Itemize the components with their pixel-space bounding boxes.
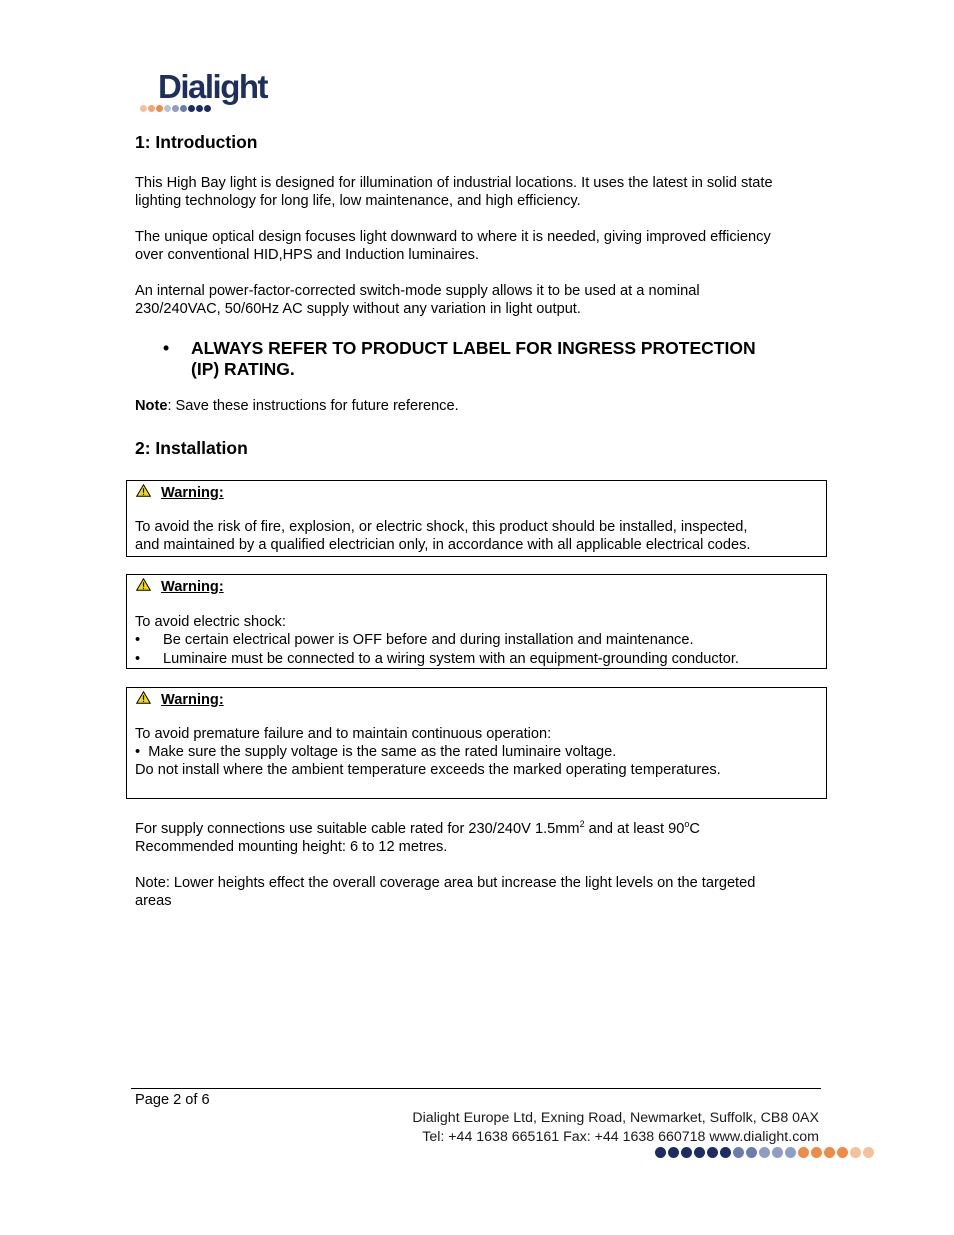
save-instructions-note	[135, 397, 825, 415]
dot	[720, 1147, 731, 1158]
dot	[863, 1147, 874, 1158]
dot	[180, 105, 187, 112]
warning-triangle-icon	[136, 484, 152, 502]
dot	[785, 1147, 796, 1158]
dot	[164, 105, 171, 112]
dot	[188, 105, 195, 112]
section-heading-introduction: 1: Introduction	[135, 132, 258, 152]
dot	[811, 1147, 822, 1158]
warning-body: To avoid electric shock: • Be certain electrical power is OFF before and during installation and maintenance. • Luminaire must be connected to a wiring system with an equipment-grounding conductor.	[135, 613, 815, 668]
warning-header	[136, 691, 224, 709]
bullet-dot: •	[163, 338, 170, 358]
warning-header	[136, 484, 224, 502]
dialight-logo	[140, 68, 280, 110]
list-item: • Luminaire must be connected to a wiring system with an equipment-grounding conductor.	[135, 651, 739, 667]
page-number: Page 2 of 6	[135, 1092, 210, 1108]
footer-contact: Tel: +44 1638 665161 Fax: +44 1638 660718 www.dialight.com	[422, 1129, 819, 1145]
intro-paragraph-1: This High Bay light is designed for illumination of industrial locations. It uses the latest in solid state lighting technology for long life, low maintenance, and high efficiency.	[135, 175, 773, 209]
intro-paragraph-3: An internal power-factor-corrected switch-mode supply allows it to be used at a nominal 230/240VAC, 50/60Hz AC supply without any variation in light output.	[135, 283, 700, 317]
list-item: • Make sure the supply voltage is the same as the rated luminaire voltage.	[135, 744, 617, 760]
dot	[668, 1147, 679, 1158]
warning-box-premature-failure	[126, 687, 827, 799]
dot	[140, 105, 147, 112]
ip-rating-bullet: • ALWAYS REFER TO PRODUCT LABEL FOR INGRESS PROTECTION (IP) RATING.	[163, 338, 756, 379]
mounting-height: Recommended mounting height: 6 to 12 metres.	[135, 839, 448, 855]
dot	[196, 105, 203, 112]
dot	[759, 1147, 770, 1158]
warning-header	[136, 578, 224, 596]
dot	[204, 105, 211, 112]
warning-label: Warning:	[161, 485, 224, 501]
dot	[156, 105, 163, 112]
dot	[681, 1147, 692, 1158]
dot	[850, 1147, 861, 1158]
mounting-note: Note: Lower heights effect the overall coverage area but increase the light levels on the targeted areas	[135, 875, 756, 909]
warning-box-fire	[126, 480, 827, 557]
note-label: Note	[135, 398, 168, 414]
warning-label: Warning:	[161, 579, 224, 595]
warning-body: To avoid the risk of fire, explosion, or electric shock, this product should be installed, inspected, and maintained by a qualified electrician only, in accordance with all applicable electrical codes.	[135, 519, 751, 553]
dot	[772, 1147, 783, 1158]
supply-connections-text: For supply connections use suitable cable rated for 230/240V $1.5mm^2$ and at least 90$^o$C Recommended mounting height: 6 to 12 metres.	[135, 820, 825, 856]
dot	[824, 1147, 835, 1158]
list-item: • Be certain electrical power is OFF before and during installation and maintenance.	[135, 632, 694, 648]
warning-triangle-icon	[136, 578, 152, 596]
warning-label: Warning:	[161, 692, 224, 708]
footer-dots	[653, 1145, 874, 1157]
logo-dots	[140, 99, 212, 107]
warning-body: To avoid premature failure and to maintain continuous operation: • Make sure the supply voltage is the same as the rated luminaire voltage. Do not install where the ambient temperature exceeds the marked operating temperatures.	[135, 725, 815, 779]
dot	[148, 105, 155, 112]
warning-box-electric-shock	[126, 574, 827, 669]
footer-divider	[131, 1088, 821, 1089]
dot	[707, 1147, 718, 1158]
logo-wordmark: Dialight	[158, 68, 267, 105]
dot	[746, 1147, 757, 1158]
note-text: : Save these instructions for future reference.	[167, 398, 459, 414]
dot	[798, 1147, 809, 1158]
intro-paragraph-2: The unique optical design focuses light downward to where it is needed, giving improved efficiency over conventional HID,HPS and Induction luminaires.	[135, 229, 771, 263]
dot	[172, 105, 179, 112]
dot	[655, 1147, 666, 1158]
dot	[837, 1147, 848, 1158]
dot	[694, 1147, 705, 1158]
warning-triangle-icon	[136, 691, 152, 709]
dot	[733, 1147, 744, 1158]
section-heading-installation: 2: Installation	[135, 438, 248, 458]
footer-address: Dialight Europe Ltd, Exning Road, Newmarket, Suffolk, CB8 0AX	[412, 1110, 819, 1126]
